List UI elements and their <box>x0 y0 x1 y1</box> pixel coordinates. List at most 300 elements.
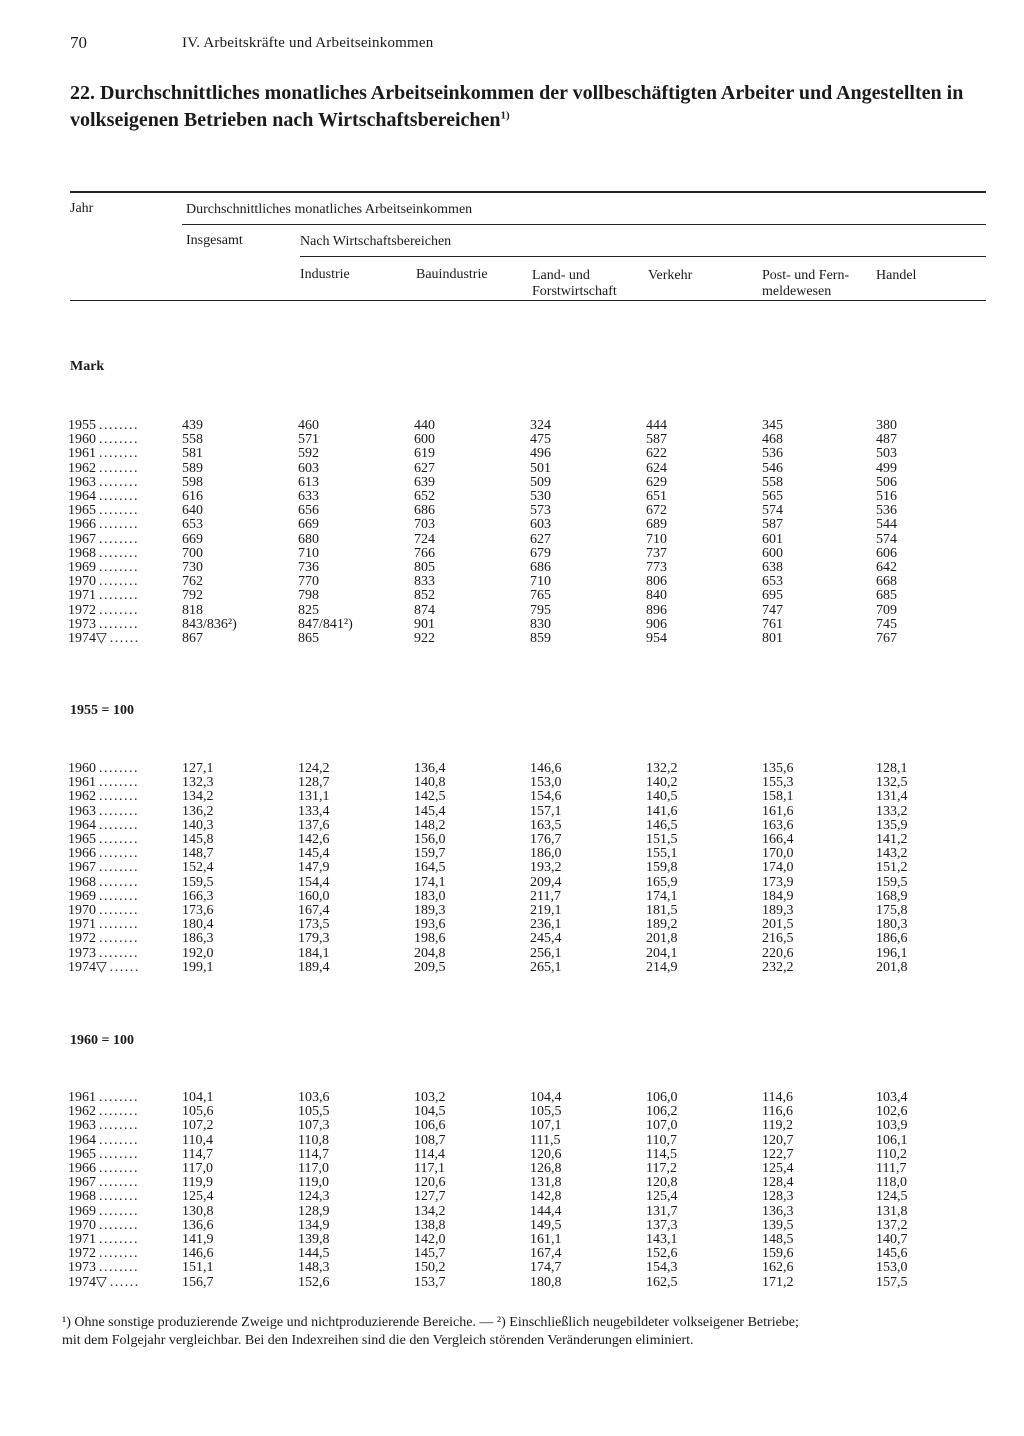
table-cell: 134,2 <box>182 789 214 805</box>
table-cell: 107,0 <box>646 1118 678 1134</box>
table-cell: 164,5 <box>414 860 446 876</box>
table-cell: 155,1 <box>646 846 678 862</box>
table-cell: 127,7 <box>414 1189 446 1205</box>
leader-dots: ........ <box>99 460 139 476</box>
row-year-label <box>68 433 178 447</box>
table-cell: 603 <box>298 460 319 476</box>
year-text: 1968 <box>68 545 96 561</box>
table-cell: 176,7 <box>530 832 562 847</box>
row-year-label <box>68 833 178 847</box>
year-text: 1965 <box>68 503 96 519</box>
table-cell: 536 <box>762 446 783 462</box>
table-cell: 128,3 <box>762 1189 794 1205</box>
table-cell: 710 <box>646 531 667 547</box>
table-cell: 114,5 <box>646 1146 677 1162</box>
table-cell: 159,6 <box>762 1246 794 1262</box>
table-cell: 440 <box>414 418 435 433</box>
table-cell: 530 <box>530 489 551 504</box>
table-cell: 180,3 <box>876 917 908 933</box>
table-cell: 906 <box>646 616 667 632</box>
table-cell: 573 <box>530 503 551 519</box>
table-cell: 679 <box>530 545 551 561</box>
table-cell: 460 <box>298 418 319 433</box>
table-cell: 105,5 <box>530 1104 562 1120</box>
table-cell: 152,4 <box>182 860 214 876</box>
table-cell: 209,4 <box>530 874 562 890</box>
leader-dots: ........ <box>99 517 139 533</box>
table-cell: 587 <box>762 517 783 533</box>
table-cell: 125,4 <box>182 1189 214 1205</box>
table-cell: 138,8 <box>414 1217 446 1233</box>
year-text: 1971 <box>68 917 96 933</box>
table-cell: 139,5 <box>762 1217 794 1233</box>
year-text: 1962 <box>68 789 96 805</box>
table-cell: 686 <box>530 560 551 575</box>
header-insgesamt: Insgesamt <box>186 233 243 248</box>
year-text: 1973 <box>68 616 96 632</box>
table-cell: 189,2 <box>646 917 678 933</box>
table-cell: 132,2 <box>646 761 678 776</box>
table-cell: 581 <box>182 446 203 462</box>
header-jahr: Jahr <box>70 201 94 216</box>
year-text: 1974▽ <box>68 1274 107 1290</box>
year-text: 1973 <box>68 945 96 961</box>
table-cell: 265,1 <box>530 959 562 975</box>
table-cell: 204,1 <box>646 945 678 961</box>
leader-dots: ........ <box>99 432 139 448</box>
table-cell: 131,4 <box>876 789 908 805</box>
table-cell: 192,0 <box>182 945 214 961</box>
leader-dots: ........ <box>99 761 139 776</box>
table-cell: 232,2 <box>762 959 794 975</box>
table-cell: 211,7 <box>530 888 561 904</box>
leader-dots: ........ <box>99 446 139 462</box>
year-text: 1963 <box>68 1118 96 1134</box>
footnote-line-2: mit dem Folgejahr vergleichbar. Bei den Indexreihen sind die den Vergleich störenden Veränderungen eliminiert. <box>62 1333 694 1348</box>
table-cell: 737 <box>646 545 667 561</box>
year-text: 1967 <box>68 860 96 876</box>
year-text: 1965 <box>68 832 96 847</box>
leader-dots: ........ <box>99 775 139 791</box>
leader-dots: ........ <box>99 817 139 833</box>
table-cell: 847/841²) <box>298 616 353 632</box>
table-cell: 142,5 <box>414 789 446 805</box>
footnotes <box>62 1314 1002 1350</box>
table-cell: 160,0 <box>298 888 330 904</box>
row-year-label <box>68 961 178 975</box>
table-cell: 124,3 <box>298 1189 330 1205</box>
table-cell: 874 <box>414 602 435 618</box>
table-cell: 136,3 <box>762 1203 794 1219</box>
table-cell: 761 <box>762 616 783 632</box>
year-text: 1972 <box>68 931 96 947</box>
leader-dots: ........ <box>99 846 139 862</box>
table-cell: 135,9 <box>876 817 908 833</box>
table-cell: 105,5 <box>298 1104 330 1120</box>
year-text: 1960 <box>68 761 96 776</box>
table-cell: 106,0 <box>646 1090 678 1105</box>
row-year-label <box>68 1219 178 1233</box>
row-year-label <box>68 504 178 518</box>
table-title-text: 22. Durchschnittliches monatliches Arbeitseinkommen der vollbeschäftigten Arbeiter und Angestellten in volkseigenen Betrieben nach Wirtschaftsbereichen <box>70 82 964 131</box>
leader-dots: ........ <box>99 1090 139 1105</box>
table-cell: 703 <box>414 517 435 533</box>
table-cell: 103,9 <box>876 1118 908 1134</box>
table-cell: 633 <box>298 489 319 504</box>
table-cell: 119,9 <box>182 1175 213 1191</box>
leader-dots: ........ <box>99 1232 139 1247</box>
table-cell: 501 <box>530 460 551 476</box>
year-text: 1969 <box>68 888 96 904</box>
table-cell: 193,2 <box>530 860 562 876</box>
table-cell: 151,5 <box>646 832 678 847</box>
page-number: 70 <box>70 33 87 52</box>
table-cell: 114,7 <box>298 1146 329 1162</box>
table-cell: 140,7 <box>876 1232 908 1247</box>
row-year-label <box>68 518 178 532</box>
table-cell: 629 <box>646 474 667 490</box>
table-cell: 193,6 <box>414 917 446 933</box>
table-cell: 672 <box>646 503 667 519</box>
table-cell: 165,9 <box>646 874 678 890</box>
footnote-line-1: ¹) Ohne sonstige produzierende Zweige und nichtproduzierende Bereiche. — ²) Einschließlich neugebildeter volkseigener Betriebe; <box>62 1315 799 1330</box>
row-year-label <box>68 1276 178 1290</box>
table-cell: 143,2 <box>876 846 908 862</box>
table-cell: 765 <box>530 588 551 604</box>
table-cell: 141,9 <box>182 1232 214 1247</box>
table-cell: 536 <box>876 503 897 519</box>
row-year-label <box>68 575 178 589</box>
leader-dots: ........ <box>99 888 139 904</box>
year-text: 1961 <box>68 446 96 462</box>
table-cell: 736 <box>298 560 319 575</box>
table-cell: 651 <box>646 489 667 504</box>
table-cell: 117,1 <box>414 1161 445 1176</box>
table-cell: 159,5 <box>876 874 908 890</box>
row-year-label <box>68 1205 178 1219</box>
table-cell: 475 <box>530 432 551 448</box>
table-cell: 102,6 <box>876 1104 908 1120</box>
table-cell: 619 <box>414 446 435 462</box>
table-cell: 128,4 <box>762 1175 794 1191</box>
row-year-label <box>68 1119 178 1133</box>
table-cell: 153,0 <box>876 1260 908 1276</box>
row-year-label <box>68 847 178 861</box>
leader-dots: ........ <box>99 474 139 490</box>
table-cell: 487 <box>876 432 897 448</box>
table-cell: 189,3 <box>762 903 794 918</box>
table-cell: 103,2 <box>414 1090 446 1105</box>
table-cell: 865 <box>298 631 319 646</box>
table-cell: 157,1 <box>530 803 562 819</box>
table-cell: 143,1 <box>646 1232 678 1247</box>
table-cell: 110,7 <box>646 1132 677 1148</box>
table-cell: 180,8 <box>530 1274 562 1290</box>
row-year-label <box>68 589 178 603</box>
table-cell: 186,3 <box>182 931 214 947</box>
table-cell: 125,4 <box>762 1161 794 1176</box>
table-cell: 152,6 <box>298 1274 330 1290</box>
table-cell: 125,4 <box>646 1189 678 1205</box>
table-cell: 142,8 <box>530 1189 562 1205</box>
table-cell: 142,0 <box>414 1232 446 1247</box>
table-cell: 627 <box>414 460 435 476</box>
header-mid-rule-2 <box>300 256 986 257</box>
header-post-1: Post- und Fern- <box>762 268 850 283</box>
table-cell: 216,5 <box>762 931 794 947</box>
section-label-1960: 1960 = 100 <box>70 1033 134 1048</box>
table-cell: 132,5 <box>876 775 908 791</box>
leader-dots: ........ <box>99 917 139 933</box>
table-cell: 825 <box>298 602 319 618</box>
table-cell: 137,6 <box>298 817 330 833</box>
table-cell: 565 <box>762 489 783 504</box>
table-cell: 114,4 <box>414 1146 445 1162</box>
table-cell: 103,6 <box>298 1090 330 1105</box>
year-text: 1966 <box>68 1161 96 1176</box>
year-text: 1969 <box>68 560 96 575</box>
leader-dots: ........ <box>99 903 139 918</box>
leader-dots: ........ <box>99 1260 139 1276</box>
table-cell: 546 <box>762 460 783 476</box>
table-cell: 131,7 <box>646 1203 678 1219</box>
table-cell: 818 <box>182 602 203 618</box>
table-cell: 709 <box>876 602 897 618</box>
row-year-label <box>68 547 178 561</box>
table-cell: 145,8 <box>182 832 214 847</box>
row-year-label <box>68 476 178 490</box>
table-cell: 509 <box>530 474 551 490</box>
table-cell: 695 <box>762 588 783 604</box>
table-cell: 653 <box>182 517 203 533</box>
table-cell: 640 <box>182 503 203 519</box>
leader-dots: ........ <box>99 418 139 433</box>
table-cell: 852 <box>414 588 435 604</box>
table-cell: 767 <box>876 631 897 646</box>
year-text: 1970 <box>68 903 96 918</box>
row-year-label <box>68 1091 178 1105</box>
table-cell: 163,5 <box>530 817 562 833</box>
table-cell: 901 <box>414 616 435 632</box>
table-cell: 170,0 <box>762 846 794 862</box>
table-cell: 117,2 <box>646 1161 677 1176</box>
table-cell: 214,9 <box>646 959 678 975</box>
table-cell: 156,7 <box>182 1274 214 1290</box>
leader-dots: ........ <box>99 860 139 876</box>
table-cell: 606 <box>876 545 897 561</box>
running-head: IV. Arbeitskräfte und Arbeitseinkommen <box>182 35 434 51</box>
table-cell: 116,6 <box>762 1104 793 1120</box>
table-cell: 127,1 <box>182 761 214 776</box>
table-cell: 503 <box>876 446 897 462</box>
row-year-label <box>68 632 178 646</box>
table-cell: 795 <box>530 602 551 618</box>
year-text: 1964 <box>68 1132 96 1148</box>
table-cell: 120,6 <box>414 1175 446 1191</box>
leader-dots: ........ <box>99 1217 139 1233</box>
table-cell: 148,7 <box>182 846 214 862</box>
table-cell: 159,5 <box>182 874 214 890</box>
table-cell: 196,1 <box>876 945 908 961</box>
year-text: 1973 <box>68 1260 96 1276</box>
table-cell: 153,0 <box>530 775 562 791</box>
leader-dots: ...... <box>109 959 140 975</box>
table-cell: 148,5 <box>762 1232 794 1247</box>
table-cell: 167,4 <box>530 1246 562 1262</box>
table-cell: 592 <box>298 446 319 462</box>
table-cell: 700 <box>182 545 203 561</box>
leader-dots: ........ <box>99 1189 139 1205</box>
row-year-label <box>68 1233 178 1247</box>
table-cell: 161,6 <box>762 803 794 819</box>
table-cell: 798 <box>298 588 319 604</box>
row-year-label <box>68 819 178 833</box>
table-cell: 140,2 <box>646 775 678 791</box>
year-text: 1967 <box>68 1175 96 1191</box>
table-cell: 601 <box>762 531 783 547</box>
table-cell: 624 <box>646 460 667 476</box>
table-cell: 147,9 <box>298 860 330 876</box>
leader-dots: ........ <box>99 789 139 805</box>
table-cell: 111,7 <box>876 1161 907 1176</box>
table-cell: 175,8 <box>876 903 908 918</box>
leader-dots: ........ <box>99 1161 139 1176</box>
row-year-label <box>68 918 178 932</box>
table-cell: 859 <box>530 631 551 646</box>
table-title <box>70 80 1000 134</box>
table-cell: 155,3 <box>762 775 794 791</box>
header-bottom-rule <box>70 300 986 301</box>
table-cell: 132,3 <box>182 775 214 791</box>
table-cell: 141,6 <box>646 803 678 819</box>
table-cell: 145,6 <box>876 1246 908 1262</box>
table-cell: 598 <box>182 474 203 490</box>
table-cell: 106,6 <box>414 1118 446 1134</box>
table-cell: 114,7 <box>182 1146 213 1162</box>
table-cell: 105,6 <box>182 1104 214 1120</box>
row-year-label <box>68 1134 178 1148</box>
table-cell: 468 <box>762 432 783 448</box>
table-cell: 167,4 <box>298 903 330 918</box>
table-cell: 201,5 <box>762 917 794 933</box>
table-cell: 183,0 <box>414 888 446 904</box>
table-cell: 134,9 <box>298 1217 330 1233</box>
table-cell: 136,2 <box>182 803 214 819</box>
leader-dots: ........ <box>99 1132 139 1148</box>
table-cell: 152,6 <box>646 1246 678 1262</box>
table-cell: 724 <box>414 531 435 547</box>
table-cell: 201,8 <box>876 959 908 975</box>
row-year-label <box>68 1162 178 1176</box>
table-cell: 104,1 <box>182 1090 214 1105</box>
table-cell: 840 <box>646 588 667 604</box>
header-nach-wirtschaftsbereichen: Nach Wirtschaftsbereichen <box>300 234 452 249</box>
table-cell: 136,4 <box>414 761 446 776</box>
table-cell: 159,7 <box>414 846 446 862</box>
table-cell: 173,5 <box>298 917 330 933</box>
table-cell: 201,8 <box>646 931 678 947</box>
table-cell: 600 <box>762 545 783 561</box>
year-text: 1967 <box>68 531 96 547</box>
table-cell: 153,7 <box>414 1274 446 1290</box>
table-cell: 106,2 <box>646 1104 678 1120</box>
year-text: 1968 <box>68 1189 96 1205</box>
table-cell: 162,5 <box>646 1274 678 1290</box>
table-cell: 136,6 <box>182 1217 214 1233</box>
leader-dots: ........ <box>99 1203 139 1219</box>
table-cell: 104,4 <box>530 1090 562 1105</box>
year-text: 1970 <box>68 1217 96 1233</box>
table-cell: 156,0 <box>414 832 446 847</box>
table-cell: 324 <box>530 418 551 433</box>
year-text: 1964 <box>68 489 96 504</box>
table-cell: 571 <box>298 432 319 448</box>
table-cell: 710 <box>298 545 319 561</box>
leader-dots: ........ <box>99 931 139 947</box>
year-text: 1974▽ <box>68 959 107 975</box>
table-cell: 622 <box>646 446 667 462</box>
table-cell: 135,6 <box>762 761 794 776</box>
leader-dots: ........ <box>99 531 139 547</box>
year-text: 1960 <box>68 432 96 448</box>
header-industrie: Industrie <box>300 267 350 282</box>
table-cell: 770 <box>298 574 319 590</box>
table-cell: 146,5 <box>646 817 678 833</box>
table-cell: 689 <box>646 517 667 533</box>
table-cell: 126,8 <box>530 1161 562 1176</box>
table-cell: 111,5 <box>530 1132 561 1148</box>
table-cell: 747 <box>762 602 783 618</box>
leader-dots: ........ <box>99 945 139 961</box>
year-text: 1971 <box>68 1232 96 1247</box>
header-verkehr: Verkehr <box>648 268 693 283</box>
table-cell: 189,4 <box>298 959 330 975</box>
table-cell: 149,5 <box>530 1217 562 1233</box>
table-cell: 587 <box>646 432 667 448</box>
table-cell: 180,4 <box>182 917 214 933</box>
table-cell: 516 <box>876 489 897 504</box>
year-text: 1962 <box>68 1104 96 1120</box>
table-cell: 653 <box>762 574 783 590</box>
table-cell: 345 <box>762 418 783 433</box>
row-year-label <box>68 947 178 961</box>
table-cell: 114,6 <box>762 1090 793 1105</box>
table-cell: 110,4 <box>182 1132 213 1148</box>
table-cell: 128,7 <box>298 775 330 791</box>
table-cell: 144,5 <box>298 1246 330 1262</box>
row-year-label <box>68 904 178 918</box>
leader-dots: ........ <box>99 1246 139 1262</box>
table-cell: 131,8 <box>876 1203 908 1219</box>
table-cell: 154,3 <box>646 1260 678 1276</box>
table-cell: 137,3 <box>646 1217 678 1233</box>
year-text: 1961 <box>68 1090 96 1105</box>
table-cell: 110,2 <box>876 1146 907 1162</box>
leader-dots: ...... <box>109 1274 140 1290</box>
table-cell: 171,2 <box>762 1274 794 1290</box>
table-cell: 184,9 <box>762 888 794 904</box>
table-cell: 843/836²) <box>182 616 237 632</box>
table-cell: 198,6 <box>414 931 446 947</box>
table-cell: 107,3 <box>298 1118 330 1134</box>
year-text: 1972 <box>68 602 96 618</box>
header-mid-rule-1 <box>182 224 986 225</box>
table-cell: 600 <box>414 432 435 448</box>
table-cell: 730 <box>182 560 203 575</box>
table-cell: 137,2 <box>876 1217 908 1233</box>
table-cell: 954 <box>646 631 667 646</box>
leader-dots: ........ <box>99 602 139 618</box>
